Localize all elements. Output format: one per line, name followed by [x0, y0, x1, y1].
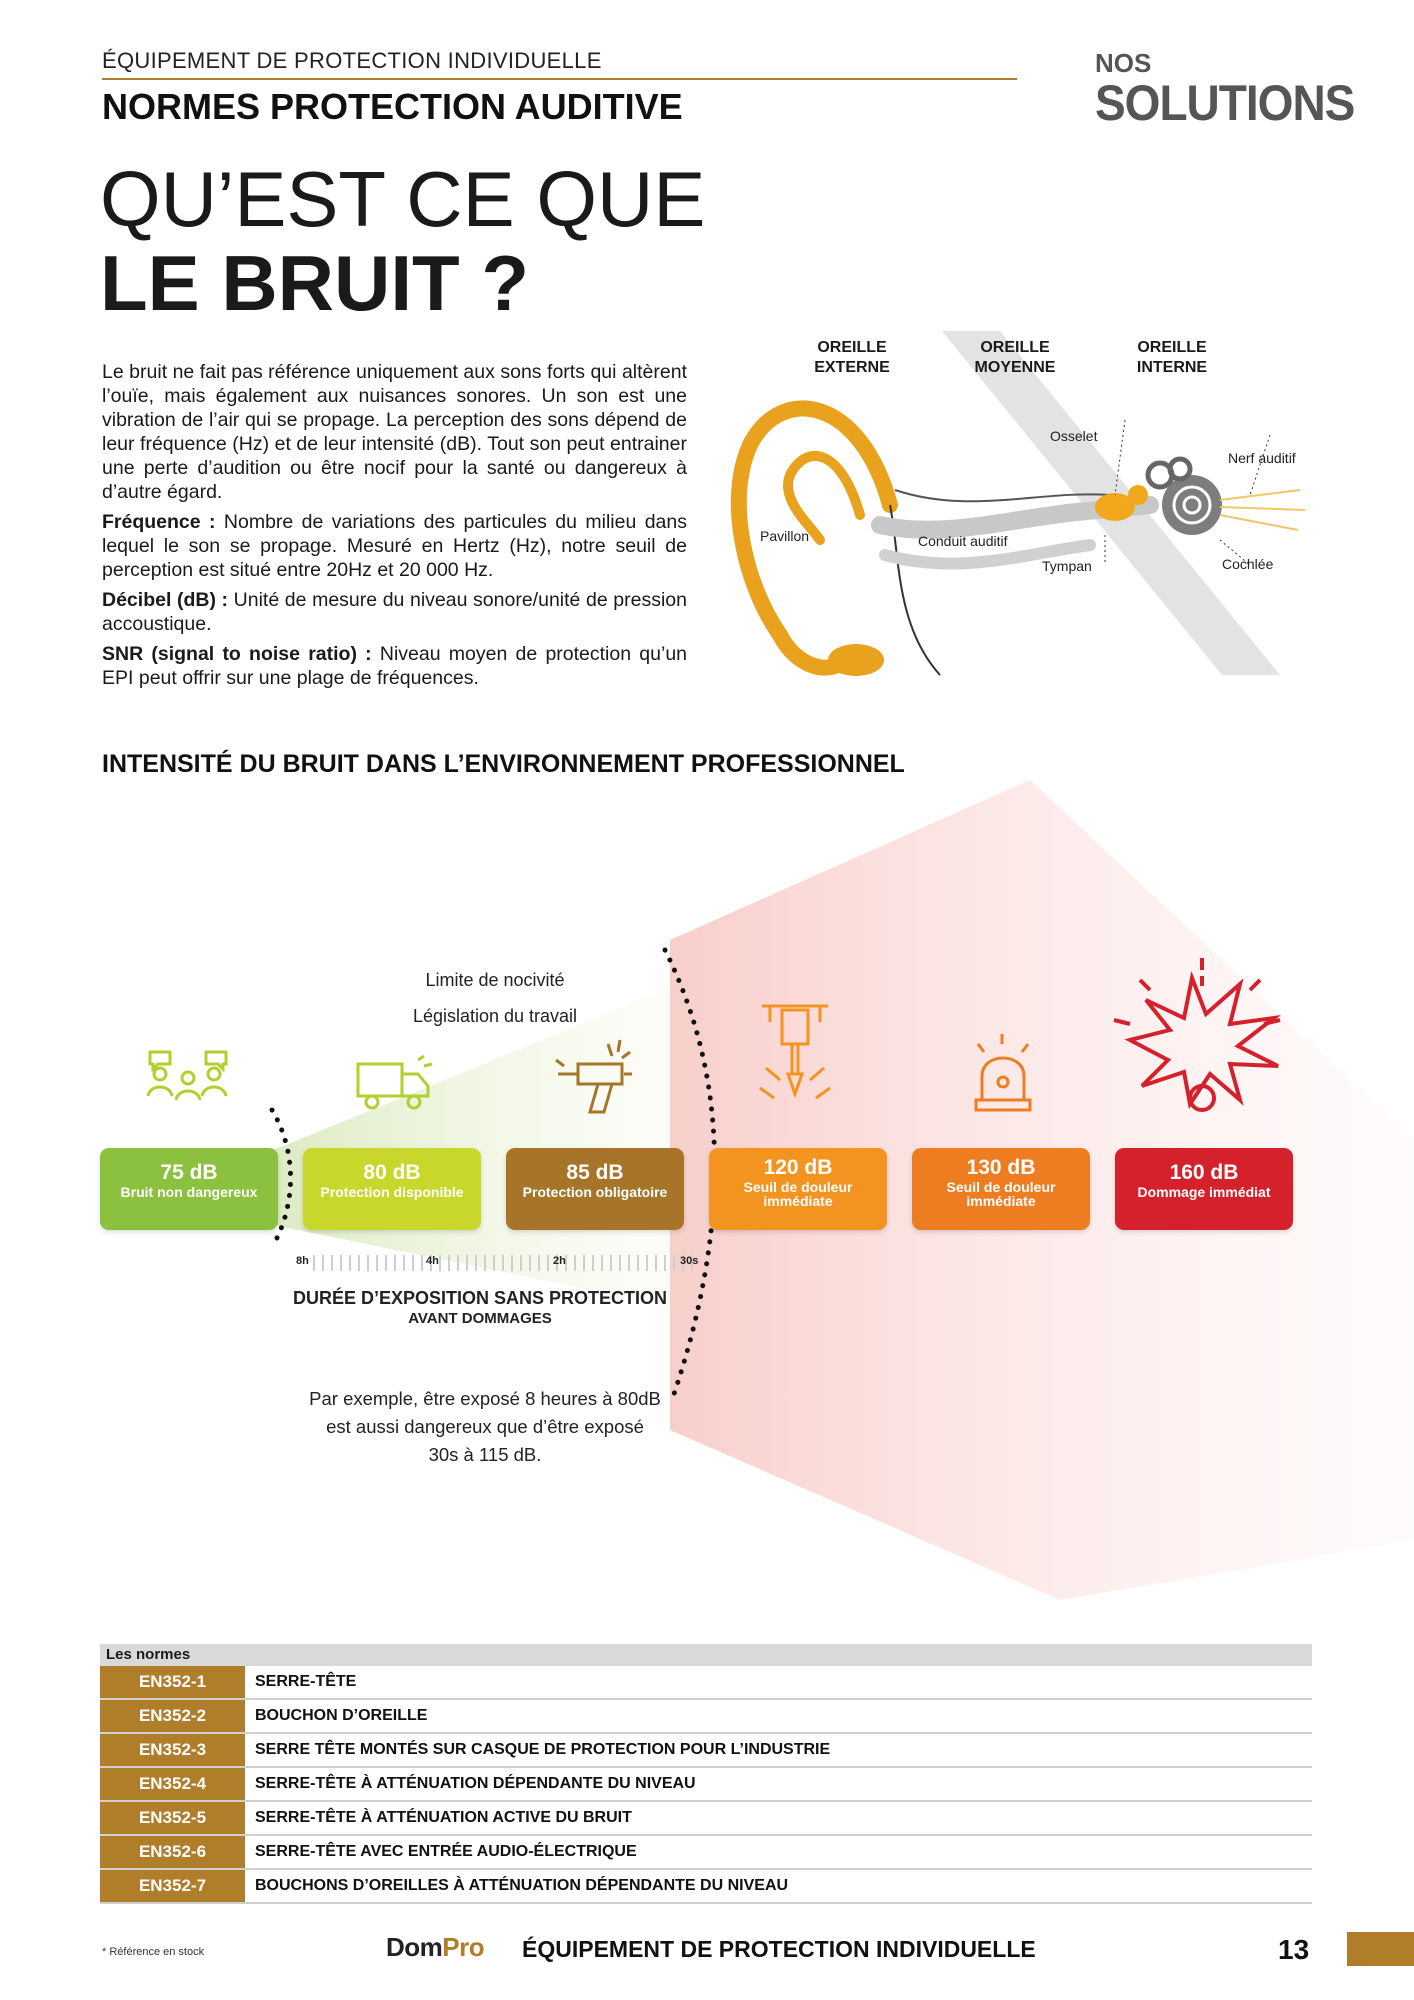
frequence-text: Nombre de variations des particules du milieu dans lequel le son se propage. Mesuré en Hertz (Hz), notre seuil de perception est situé entre 20Hz et 20 000 Hz. — [102, 511, 687, 581]
footer-accent-bar — [1347, 1932, 1414, 1966]
page-number: 13 — [1278, 1934, 1310, 1965]
norme-desc: SERRE-TÊTE À ATTÉNUATION DÉPENDANTE DU NIVEAU — [255, 1775, 696, 1792]
level-desc: Protection disponible — [320, 1184, 464, 1200]
level-desc: Seuil de douleur immédiate — [946, 1179, 1056, 1209]
intro-paragraph: Le bruit ne fait pas référence uniquement aux sons forts qui altèrent l’ouïe, mais également aux nuisances sonores. Un son est une vibration de l’air qui se propage. La perception des sons dépend de leur fréquence (Hz) et de leur intensité (dB). Tout son peut entrainer une perte d’audition ou être nocif pour la santé ou dangereux à d’autre égard. — [102, 361, 687, 503]
norme-desc: BOUCHON D’OREILLE — [255, 1707, 428, 1724]
hero-title-line2: LE BRUIT ? — [100, 239, 529, 327]
example-line2: est aussi dangereux que d’être exposé — [326, 1416, 644, 1437]
ear-ossicle-2 — [1128, 485, 1148, 505]
level-box-130db — [912, 1148, 1090, 1230]
norme-code: EN352-3 — [100, 1734, 245, 1766]
norme-row — [100, 1734, 1312, 1768]
level-box-80db — [303, 1148, 481, 1230]
example-text — [275, 1385, 695, 1469]
level-db: 85 dB — [566, 1161, 624, 1184]
norme-row — [100, 1836, 1312, 1870]
limit-label: Limite de nocivité — [425, 970, 565, 990]
tick-4h: 4h — [426, 1255, 439, 1267]
duration-subtitle: AVANT DOMMAGES — [408, 1310, 552, 1327]
section-title: NORMES PROTECTION AUDITIVE — [102, 86, 683, 127]
norme-desc: BOUCHONS D’OREILLES À ATTÉNUATION DÉPENDANTE DU NIVEAU — [255, 1877, 789, 1894]
example-line3: 30s à 115 dB. — [428, 1444, 542, 1465]
label-nerf: Nerf auditif — [1228, 450, 1296, 466]
people-talking-icon — [140, 1048, 236, 1120]
explosion-icon — [1110, 950, 1296, 1118]
level-db: 160 dB — [1169, 1161, 1239, 1184]
ear-col-externe — [792, 338, 912, 378]
norme-desc: SERRE TÊTE MONTÉS SUR CASQUE DE PROTECTION POUR L’INDUSTRIE — [255, 1741, 831, 1758]
norme-desc: SERRE-TÊTE À ATTÉNUATION ACTIVE DU BRUIT — [255, 1809, 632, 1826]
logo-dom: Dom — [386, 1932, 443, 1962]
section-label: ÉQUIPEMENT DE PROTECTION INDIVIDUELLE — [102, 48, 602, 73]
drill-icon — [548, 1030, 644, 1120]
duration-title: DURÉE D’EXPOSITION SANS PROTECTION — [292, 1288, 668, 1308]
level-desc: Seuil de douleur immédiate — [743, 1179, 853, 1209]
normes-table — [100, 1644, 1312, 1904]
norme-code: EN352-7 — [100, 1870, 245, 1902]
col-externe-line2: EXTERNE — [814, 359, 890, 376]
logo-pro: Pro — [442, 1932, 485, 1962]
level-db: 130 dB — [966, 1156, 1036, 1179]
truck-icon — [352, 1054, 436, 1118]
norme-row — [100, 1802, 1312, 1836]
footer-note: * Référence en stock — [102, 1946, 205, 1958]
brand-bottom: SOLUTIONS — [1095, 74, 1355, 131]
hero-title-line1: QU’EST CE QUE — [100, 155, 706, 243]
ear-anatomy-diagram — [720, 325, 1320, 695]
frequence-term: Fréquence : — [102, 511, 216, 533]
col-moyenne-line2: MOYENNE — [974, 359, 1056, 376]
level-box-85db — [506, 1148, 684, 1230]
label-conduit: Conduit auditif — [918, 533, 1008, 549]
ear-lobe — [828, 644, 884, 676]
normes-rows — [100, 1666, 1312, 1904]
intensity-title: INTENSITÉ DU BRUIT DANS L’ENVIRONNEMENT PROFESSIONNEL — [102, 750, 905, 778]
normes-header: Les normes — [100, 1644, 1312, 1666]
decibel-term: Décibel (dB) : — [102, 589, 229, 611]
intro-text — [102, 360, 687, 696]
decibel-definition — [102, 588, 687, 636]
level-box-75db — [100, 1148, 278, 1230]
col-externe-line1: OREILLE — [817, 339, 887, 356]
dompro-logo — [386, 1932, 484, 1963]
alarm-light-icon — [968, 1030, 1038, 1116]
snr-definition — [102, 642, 687, 690]
tick-8h: 8h — [296, 1255, 309, 1267]
legislation-label: Législation du travail — [412, 1006, 578, 1026]
norme-code: EN352-1 — [100, 1666, 245, 1698]
norme-row — [100, 1700, 1312, 1734]
example-line1: Par exemple, être exposé 8 heures à 80dB — [309, 1388, 661, 1409]
level-desc: Dommage immédiat — [1137, 1184, 1271, 1200]
ear-col-interne — [1112, 338, 1232, 378]
exposure-scale — [292, 1252, 702, 1274]
level-db: 120 dB — [763, 1156, 833, 1179]
label-cochlee: Cochlée — [1222, 556, 1274, 572]
level-desc: Bruit non dangereux — [120, 1184, 258, 1200]
norme-desc: SERRE-TÊTE — [255, 1673, 357, 1690]
label-pavillon: Pavillon — [760, 528, 810, 544]
level-db: 80 dB — [363, 1161, 421, 1184]
norme-desc: SERRE-TÊTE AVEC ENTRÉE AUDIO-ÉLECTRIQUE — [255, 1843, 637, 1860]
brand-top: NOS — [1095, 48, 1152, 78]
tick-2h: 2h — [553, 1255, 566, 1267]
col-interne-line1: OREILLE — [1137, 339, 1207, 356]
level-db: 75 dB — [160, 1161, 218, 1184]
ear-col-moyenne — [955, 338, 1075, 378]
frequence-definition — [102, 510, 687, 582]
norme-code: EN352-5 — [100, 1802, 245, 1834]
label-osselet: Osselet — [1050, 428, 1098, 444]
level-box-160db — [1115, 1148, 1293, 1230]
norme-row — [100, 1870, 1312, 1904]
col-moyenne-line1: OREILLE — [980, 339, 1050, 356]
label-tympan: Tympan — [1042, 558, 1092, 574]
norme-code: EN352-6 — [100, 1836, 245, 1868]
norme-code: EN352-2 — [100, 1700, 245, 1732]
tick-30s: 30s — [680, 1255, 699, 1267]
footer-title: ÉQUIPEMENT DE PROTECTION INDIVIDUELLE — [522, 1936, 1036, 1962]
norme-code: EN352-4 — [100, 1768, 245, 1800]
snr-term: SNR (signal to noise ratio) : — [102, 643, 372, 665]
jackhammer-icon — [752, 998, 838, 1116]
level-box-120db — [709, 1148, 887, 1230]
norme-row — [100, 1666, 1312, 1700]
auditory-nerve — [1220, 490, 1305, 530]
col-interne-line2: INTERNE — [1136, 359, 1208, 376]
norme-row — [100, 1768, 1312, 1802]
section-divider — [102, 78, 1017, 80]
decibel-text: Unité de mesure du niveau sonore/unité de pression accoustique. — [102, 589, 687, 635]
snr-text: Niveau moyen de protection qu’un EPI peut offrir sur une plage de fréquences. — [102, 643, 688, 689]
level-desc: Protection obligatoire — [522, 1184, 668, 1200]
